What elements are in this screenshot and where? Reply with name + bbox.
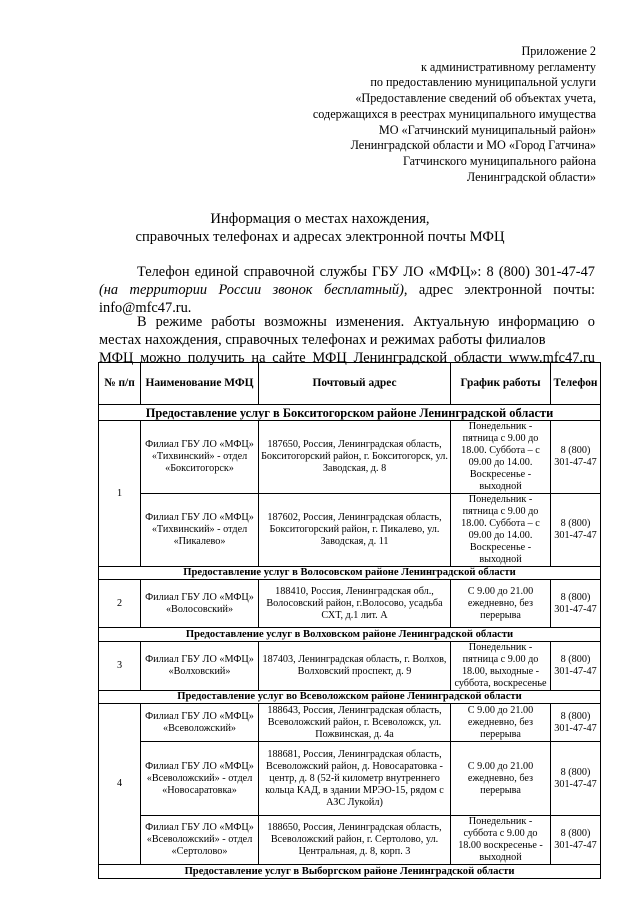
row-phone: 8 (800) 301-47-47 xyxy=(551,704,601,742)
free-call-note: (на территории России звонок бесплатный) xyxy=(99,281,404,298)
row-phone: 8 (800) 301-47-47 xyxy=(551,642,601,691)
row-num: 1 xyxy=(99,421,141,567)
table-row xyxy=(99,816,601,865)
row-phone: 8 (800) 301-47-47 xyxy=(551,421,601,494)
section-title: Предоставление услуг во Всеволожском районе Ленинградской области xyxy=(99,691,601,704)
document-title xyxy=(60,211,580,246)
table-row xyxy=(99,704,601,742)
row-address: 187602, Россия, Ленинградская область, Бокситогорский район, г. Пикалево, ул. Заводская, д. 11 xyxy=(259,494,451,567)
annex-line: МО «Гатчинский муниципальный район» xyxy=(378,122,596,137)
row-schedule: С 9.00 до 21.00 ежедневно, без перерыва xyxy=(451,704,551,742)
table-row xyxy=(99,494,601,567)
section-title: Предоставление услуг в Волховском районе Ленинградской области xyxy=(99,628,601,642)
table-row xyxy=(99,742,601,816)
annex-line: Ленинградской области» xyxy=(466,169,596,184)
row-address: 188410, Россия, Ленинградская обл., Волосовский район, г.Волосово, усадьба СХТ, д.1 лит. А xyxy=(259,580,451,628)
email-text: , адрес электронной почты: info@mfc47.ru. xyxy=(99,281,595,316)
row-num: 3 xyxy=(99,642,141,691)
row-phone: 8 (800) 301-47-47 xyxy=(551,816,601,865)
row-name: Филиал ГБУ ЛО «МФЦ» «Тихвинский» - отдел «Бокситогорск» xyxy=(141,421,259,494)
intro-paragraph-changes xyxy=(99,314,595,367)
row-num: 4 xyxy=(99,704,141,865)
row-phone: 8 (800) 301-47-47 xyxy=(551,580,601,628)
section-row xyxy=(99,691,601,704)
annex-line: содержащихся в реестрах муниципального имущества xyxy=(312,106,596,121)
table-row xyxy=(99,642,601,691)
header-phone: Телефон xyxy=(551,363,601,405)
annex-line: Приложение 2 xyxy=(521,44,596,58)
row-schedule: С 9.00 до 21.00 ежедневно, без перерыва xyxy=(451,580,551,628)
row-name: Филиал ГБУ ЛО «МФЦ» «Всеволожский» xyxy=(141,704,259,742)
annex-line: к административному регламенту xyxy=(420,59,596,74)
section-row xyxy=(99,865,601,879)
website-text: МФЦ можно получить на сайте МФЦ Ленинградской области www.mfc47.ru xyxy=(99,349,595,366)
changes-text: В режиме работы возможны изменения. Актуальную информацию о местах нахождения, справочных телефонах и режимах работы филиалов xyxy=(99,314,595,348)
annex-line: Ленинградской области и МО «Город Гатчина» xyxy=(350,138,596,153)
row-num: 2 xyxy=(99,580,141,628)
row-schedule: С 9.00 до 21.00 ежедневно, без перерыва xyxy=(451,742,551,816)
section-row xyxy=(99,628,601,642)
annex-line: «Предоставление сведений об объектах учета, xyxy=(355,91,596,106)
section-row xyxy=(99,567,601,580)
row-schedule: Понедельник - пятница с 9.00 до 18.00, выходные - суббота, воскресенье xyxy=(451,642,551,691)
phone-text: Телефон единой справочной службы ГБУ ЛО «МФЦ»: 8 (800) 301-47-47 xyxy=(137,264,595,280)
title-line-2: справочных телефонах и адресах электронной почты МФЦ xyxy=(135,228,505,245)
section-title: Предоставление услуг в Бокситогорском районе Ленинградской области xyxy=(99,405,601,421)
row-name: Филиал ГБУ ЛО «МФЦ» «Тихвинский» - отдел «Пикалево» xyxy=(141,494,259,567)
intro-paragraph-phone xyxy=(99,264,595,317)
header-address: Почтовый адрес xyxy=(259,363,451,405)
row-address: 188643, Россия, Ленинградская область, Всеволожский район, г. Всеволожск, ул. Пожвинская, д. 4а xyxy=(259,704,451,742)
header-name: Наименование МФЦ xyxy=(141,363,259,405)
section-title: Предоставление услуг в Волосовском районе Ленинградской области xyxy=(99,567,601,580)
annex-header xyxy=(266,44,596,185)
row-schedule: Понедельник - пятница с 9.00 до 18.00. Суббота – с 09.00 до 14.00. Воскресенье - выходной xyxy=(451,421,551,494)
table-row xyxy=(99,421,601,494)
row-schedule: Понедельник - суббота с 9.00 до 18.00 воскресенье - выходной xyxy=(451,816,551,865)
annex-line: Гатчинского муниципального района xyxy=(402,153,596,168)
header-schedule: График работы xyxy=(451,363,551,405)
row-schedule: Понедельник - пятница с 9.00 до 18.00. Суббота – с 09.00 до 14.00. Воскресенье - выходной xyxy=(451,494,551,567)
row-address: 187650, Россия, Ленинградская область, Бокситогорский район, г. Бокситогорск, ул. Заводская, д. 8 xyxy=(259,421,451,494)
section-row xyxy=(99,405,601,421)
row-phone: 8 (800) 301-47-47 xyxy=(551,494,601,567)
row-address: 187403, Ленинградская область, г. Волхов, Волховский проспект, д. 9 xyxy=(259,642,451,691)
row-name: Филиал ГБУ ЛО «МФЦ» «Волосовский» xyxy=(141,580,259,628)
table-header-row xyxy=(99,363,601,405)
row-address: 188681, Россия, Ленинградская область, Всеволожский район, д. Новосаратовка - центр, д. 8 (52-й километр внутреннего кольца КАД, в здании МРЭО-15, рядом с АЗС Лукойл) xyxy=(259,742,451,816)
title-line-1: Информация о местах нахождения, xyxy=(210,211,430,227)
row-name: Филиал ГБУ ЛО «МФЦ» «Всеволожский» - отдел «Новосаратовка» xyxy=(141,742,259,816)
row-name: Филиал ГБУ ЛО «МФЦ» «Всеволожский» - отдел «Сертолово» xyxy=(141,816,259,865)
header-num: № п/п xyxy=(99,363,141,405)
mfc-table xyxy=(98,362,601,879)
row-phone: 8 (800) 301-47-47 xyxy=(551,742,601,816)
section-title: Предоставление услуг в Выборгском районе Ленинградской области xyxy=(99,865,601,879)
annex-line: по предоставлению муниципальной услуги xyxy=(370,75,596,90)
row-name: Филиал ГБУ ЛО «МФЦ» «Волховский» xyxy=(141,642,259,691)
table-row xyxy=(99,580,601,628)
row-address: 188650, Россия, Ленинградская область, Всеволожский район, г. Сертолово, ул. Центральная, д. 8, корп. 3 xyxy=(259,816,451,865)
